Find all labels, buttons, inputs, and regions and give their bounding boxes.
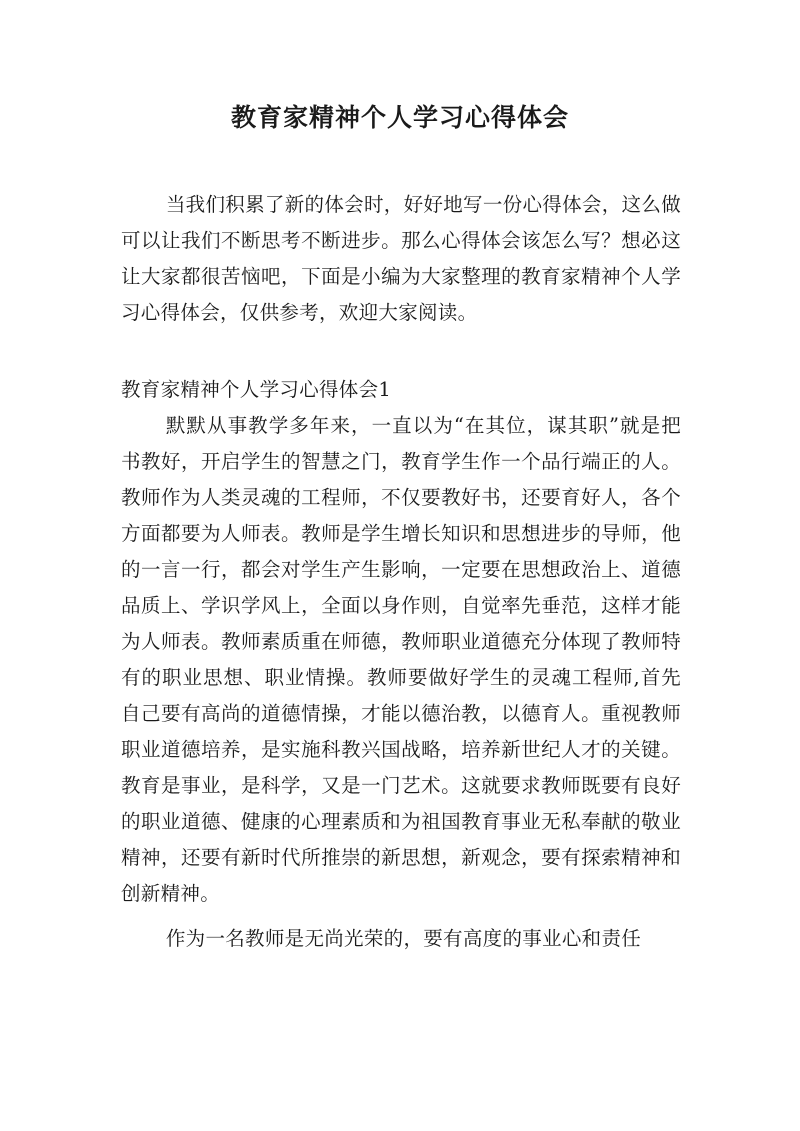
- body-paragraph-1: 默默从事教学多年来，一直以为“在其位，谋其职”就是把书教好，开启学生的智慧之门，教育学生作一个品行端正的人。教师作为人类灵魂的工程师，不仅要教好书，还要育好人，各个方面都要为人师表。教师是学生增长知识和思想进步的导师，他的一言一行，都会对学生产生影响，一定要在思想政治上、道德品质上、学识学风上，全面以身作则，自觉率先垂范，这样才能为人师表。教师素质重在师德，教师职业道德充分体现了教师特有的职业思想、职业情操。教师要做好学生的灵魂工程师,首先自己要有高尚的道德情操，才能以德治教，以德育人。重视教师职业道德培养，是实施科教兴国战略，培养新世纪人才的关键。教育是事业，是科学，又是一门艺术。这就要求教师既要有良好的职业道德、健康的心理素质和为祖国教育事业无私奉献的敬业精神，还要有新时代所推崇的新思想，新观念，要有探索精神和创新精神。: [121, 414, 681, 905]
- intro-paragraph: 当我们积累了新的体会时，好好地写一份心得体会，这么做可以让我们不断思考不断进步。那么心得体会该怎么写？想必这让大家都很苦恼吧，下面是小编为大家整理的教育家精神个人学习心得体会，仅供参考，欢迎大家阅读。: [121, 193, 681, 324]
- body-paragraph-2: 作为一名教师是无尚光荣的，要有高度的事业心和责任: [165, 927, 642, 950]
- section-heading: 教育家精神个人学习心得体会1: [121, 378, 392, 401]
- intro-block: [121, 187, 681, 331]
- section-body: [121, 408, 681, 957]
- document-title: 教育家精神个人学习心得体会: [230, 103, 569, 132]
